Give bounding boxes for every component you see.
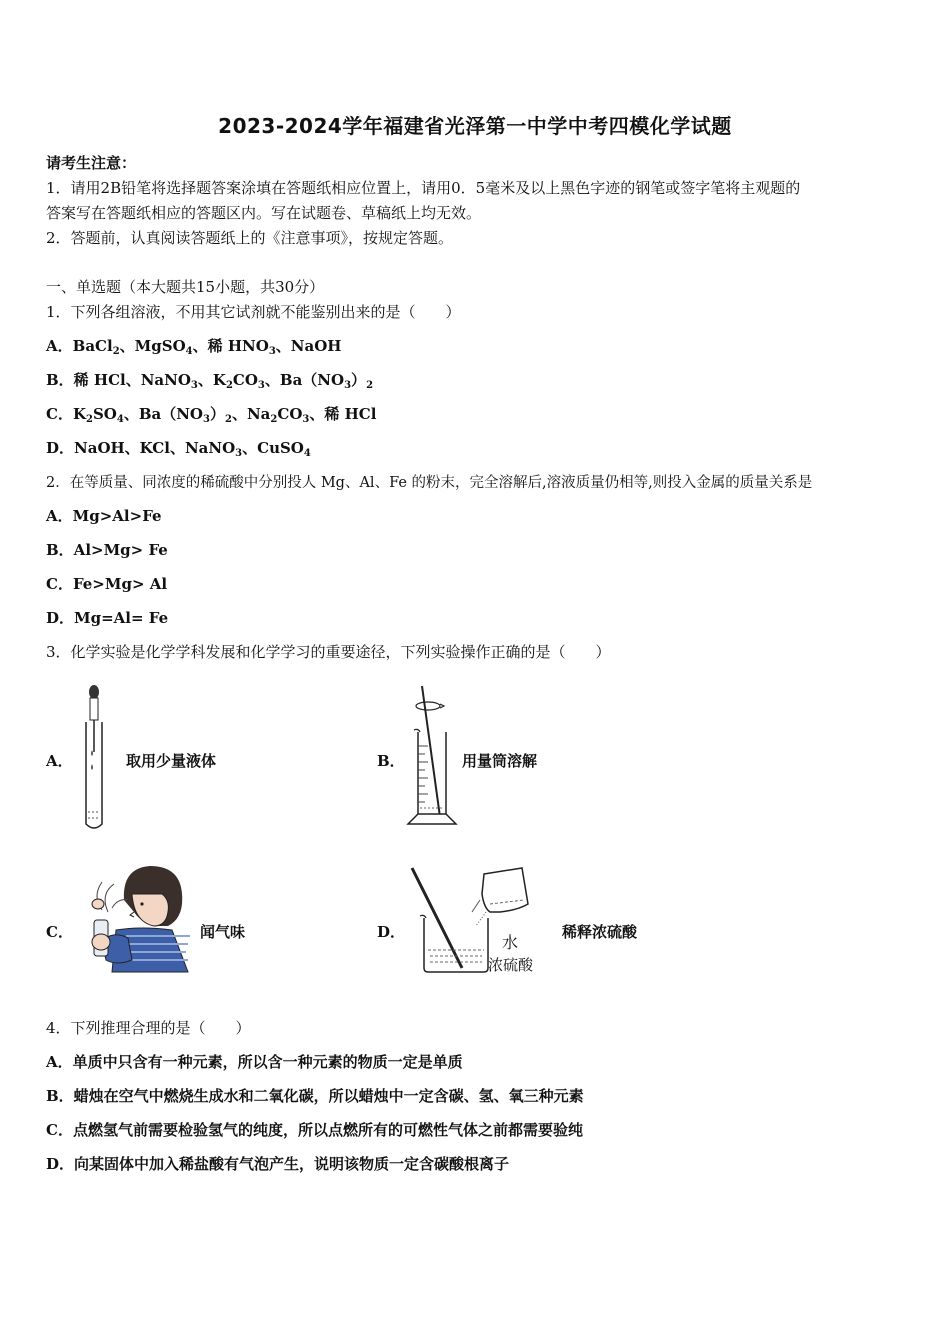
question-2-option-d: D．Mg=Al= Fe — [46, 609, 169, 627]
question-3-option-c-caption: 闻气味 — [200, 923, 246, 941]
question-3-option-d-caption: 稀释浓硫酸 — [562, 923, 638, 941]
acid-label: 浓硫酸 — [488, 956, 534, 974]
question-4-option-a: A．单质中只含有一种元素，所以含一种元素的物质一定是单质 — [46, 1053, 463, 1071]
section-heading: 一、单选题（本大题共15小题，共30分） — [46, 278, 325, 296]
question-4-stem: 4．下列推理合理的是（ ） — [46, 1019, 251, 1037]
page-title: 2023-2024学年福建省光泽第一中学中考四模化学试题 — [218, 114, 732, 138]
smelling-gas-illustration — [72, 860, 190, 975]
question-3-option-d-letter: D． — [377, 923, 406, 941]
dropper-test-tube-illustration — [70, 682, 120, 837]
question-3-option-a-letter: A． — [46, 752, 73, 770]
question-2-option-a: A．Mg>Al>Fe — [46, 507, 162, 525]
dilute-acid-illustration — [400, 860, 550, 978]
question-1-option-d: D．NaOH、KCl、NaNO$_3$、CuSO$_4$ — [46, 439, 311, 459]
measuring-cylinder-illustration — [400, 682, 460, 830]
question-2-option-b: B．Al>Mg> Fe — [46, 541, 168, 559]
notice-item-2: 2．答题前，认真阅读答题纸上的《注意事项》，按规定答题。 — [46, 229, 454, 247]
question-3-option-a-caption: 取用少量液体 — [126, 752, 217, 770]
question-1-option-a: A．BaCl$_2$、MgSO$_4$、稀 $HNO_3$、NaOH — [46, 337, 342, 357]
question-1-stem: 1．下列各组溶液，不用其它试剂就不能鉴别出来的是（ ） — [46, 303, 461, 321]
question-3-option-c-letter: C． — [46, 923, 73, 941]
question-2-option-c: C．Fe>Mg> Al — [46, 575, 168, 593]
question-3-option-b-letter: B． — [377, 752, 405, 770]
question-3-stem: 3．化学实验是化学学科发展和化学学习的重要途径，下列实验操作正确的是（ ） — [46, 643, 611, 661]
question-4-option-d: D．向某固体中加入稀盐酸有气泡产生，说明该物质一定含碳酸根离子 — [46, 1155, 510, 1173]
question-4-option-b: B．蜡烛在空气中燃烧生成水和二氧化碳，所以蜡烛中一定含碳、氢、氧三种元素 — [46, 1087, 584, 1105]
notice-heading: 请考生注意： — [46, 154, 137, 172]
notice-item-1-line-1: 1．请用2B铅笔将选择题答案涂填在答题纸相应位置上，请用0．5毫米及以上黑色字迹的钢笔或签字笔将主观题的 — [46, 179, 801, 197]
question-2-stem: 2．在等质量、同浓度的稀硫酸中分别投人 Mg、Al、Fe 的粉末，完全溶解后,溶液质量仍相等,则投入金属的质量关系是 — [46, 475, 813, 491]
water-label: 水 — [502, 933, 519, 952]
notice-item-1-line-2: 答案写在答题纸相应的答题区内。写在试题卷、草稿纸上均无效。 — [46, 204, 482, 222]
question-1-option-b: B．稀 HCl、NaNO$_3$、$K_2CO_3$、$Ba(NO_3)_2$ — [46, 371, 374, 391]
question-3-option-b-caption: 用量筒溶解 — [462, 752, 538, 770]
question-1-option-c: C．$K_2SO_4$、$Ba(NO_3)_2$、$Na_2CO_3$、稀 HCl — [46, 405, 377, 425]
question-4-option-c: C．点燃氢气前需要检验氢气的纯度，所以点燃所有的可燃性气体之前都需要验纯 — [46, 1121, 583, 1139]
